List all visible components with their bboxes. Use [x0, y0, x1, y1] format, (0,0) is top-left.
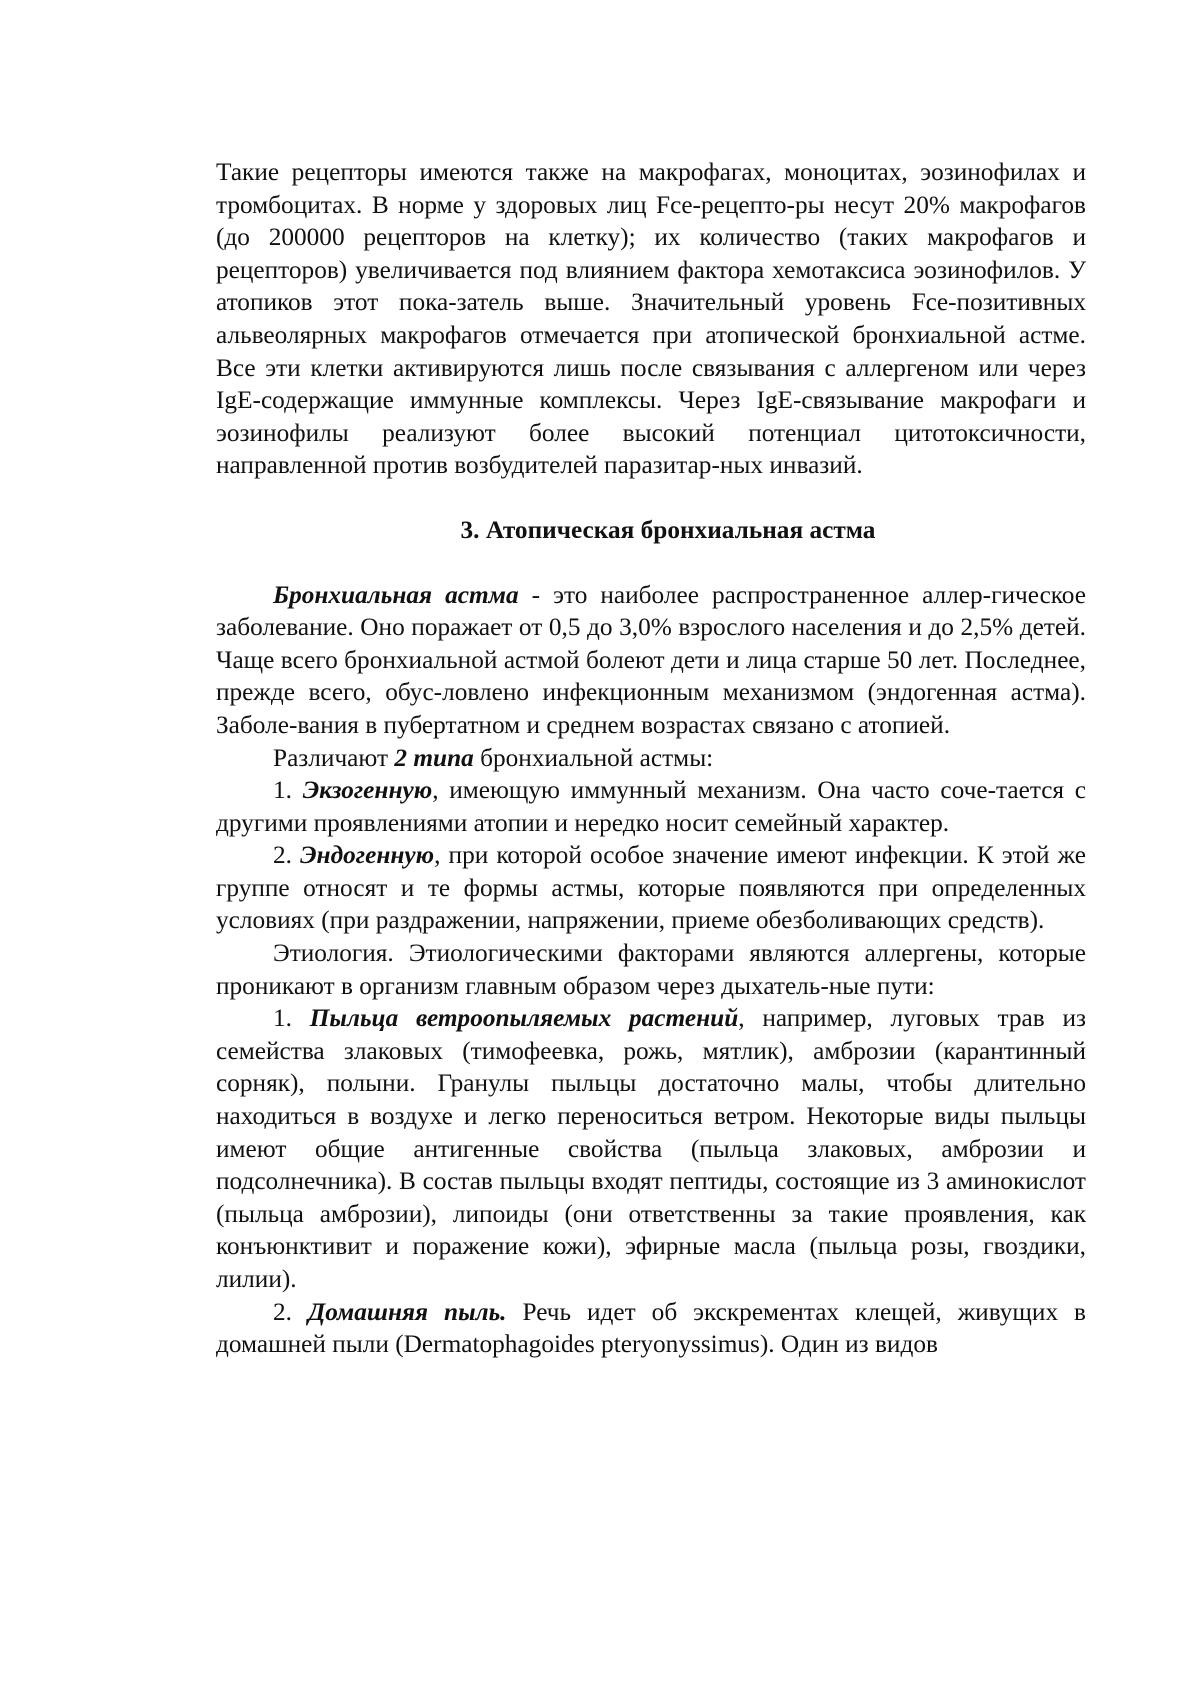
paragraph-text: бронхиальной астмы:: [473, 743, 714, 772]
document-page: [216, 156, 1086, 1361]
list-item-endogenous: [216, 839, 1086, 937]
paragraph-text: Речь идет об экскрементах клещей, живущих в домашней пыли (Dermatophagoides pteryonyssimus). Один из видов: [216, 1297, 1087, 1359]
list-number: 2.: [273, 1297, 308, 1326]
term-house-dust: Домашняя пыль.: [307, 1297, 507, 1326]
paragraph-asthma-types: [216, 742, 1086, 775]
paragraph-text: , при которой особое значение имеют инфекции. К этой же группе относят и те формы астмы, которые появляются при определенных условиях (при раздражении, напряжении, приеме обезболивающих средств).: [216, 841, 1087, 935]
term-pollen: Пыльца ветроопыляемых растений: [309, 1004, 739, 1033]
term-bronchial-asthma: Бронхиальная астма: [273, 580, 519, 609]
list-number: 2.: [273, 841, 301, 870]
list-item-exogenous: [216, 774, 1086, 839]
paragraph-text: Различают: [273, 743, 395, 772]
paragraph-text: , имеющую иммунный механизм. Она часто соче-тается с другими проявлениями атопии и нередко носит семейный характер.: [216, 776, 1087, 837]
paragraph-fce-receptors: Такие рецепторы имеются также на макрофагах, моноцитах, эозинофилах и тромбоцитах. В норме у здоровых лиц Fce-рецепто-ры несут 20% макрофагов (до 200000 рецепторов на клетку); их количество (таких макрофагов и рецепторов) увеличивается под влиянием фактора хемотаксиса эозинофилов. У атопиков этот пока-затель выше. Значительный уровень Fce-позитивных альвеолярных макрофагов отмечается при атопической бронхиальной астме. Все эти клетки активируются лишь после связывания с аллергеном или через IgE-содержащие иммунные комплексы. Через IgE-связывание макрофаги и эозинофилы реализуют более высокий потенциал цитотоксичности, направленной против возбудителей паразитар-ных инвазий.: [216, 158, 1086, 480]
term-endogenous: Эндогенную: [300, 841, 435, 870]
paragraph-etiology: Этиология. Этиологическими факторами являются аллергены, которые проникают в организм главным образом через дыхатель-ные пути:: [216, 939, 1086, 1000]
term-exogenous: Экзогенную: [302, 776, 433, 805]
list-item-pollen: [216, 1002, 1086, 1295]
paragraph-asthma-definition: [216, 579, 1086, 742]
list-number: 1.: [273, 1004, 310, 1033]
section-heading: 3. Атопическая бронхиальная астма: [460, 515, 876, 544]
list-number: 1.: [273, 776, 303, 805]
paragraph-text: , например, луговых трав из семейства злаковых (тимофеевка, рожь, мятлик), амброзии (карантинный сорняк), полыни. Гранулы пыльцы достаточно малы, чтобы длительно находиться в воздухе и легко переноситься ветром. Некоторые виды пыльцы имеют общие антигенные свойства (пыльца злаковых, амброзии и подсолнечника). В состав пыльцы входят пептиды, состоящие из 3 аминокислот (пыльца амброзии), липоиды (они ответственны за такие проявления, как конъюнктивит и поражение кожи), эфирные масла (пыльца розы, гвоздики, лилии).: [216, 1004, 1086, 1293]
paragraph-text: - это наиболее распространенное аллер-гическое заболевание. Оно поражает от 0,5 до 3,0% взрослого населения и до 2,5% детей. Чаще всего бронхиальной астмой болеют дети и лица старше 50 лет. Последнее, прежде всего, обус-ловлено инфекционным механизмом (эндогенная астма). Заболе-вания в пубертатном и среднем возрастах связано с атопией.: [216, 580, 1086, 739]
term-two-types: 2 типа: [394, 743, 474, 772]
list-item-house-dust: [216, 1296, 1086, 1361]
